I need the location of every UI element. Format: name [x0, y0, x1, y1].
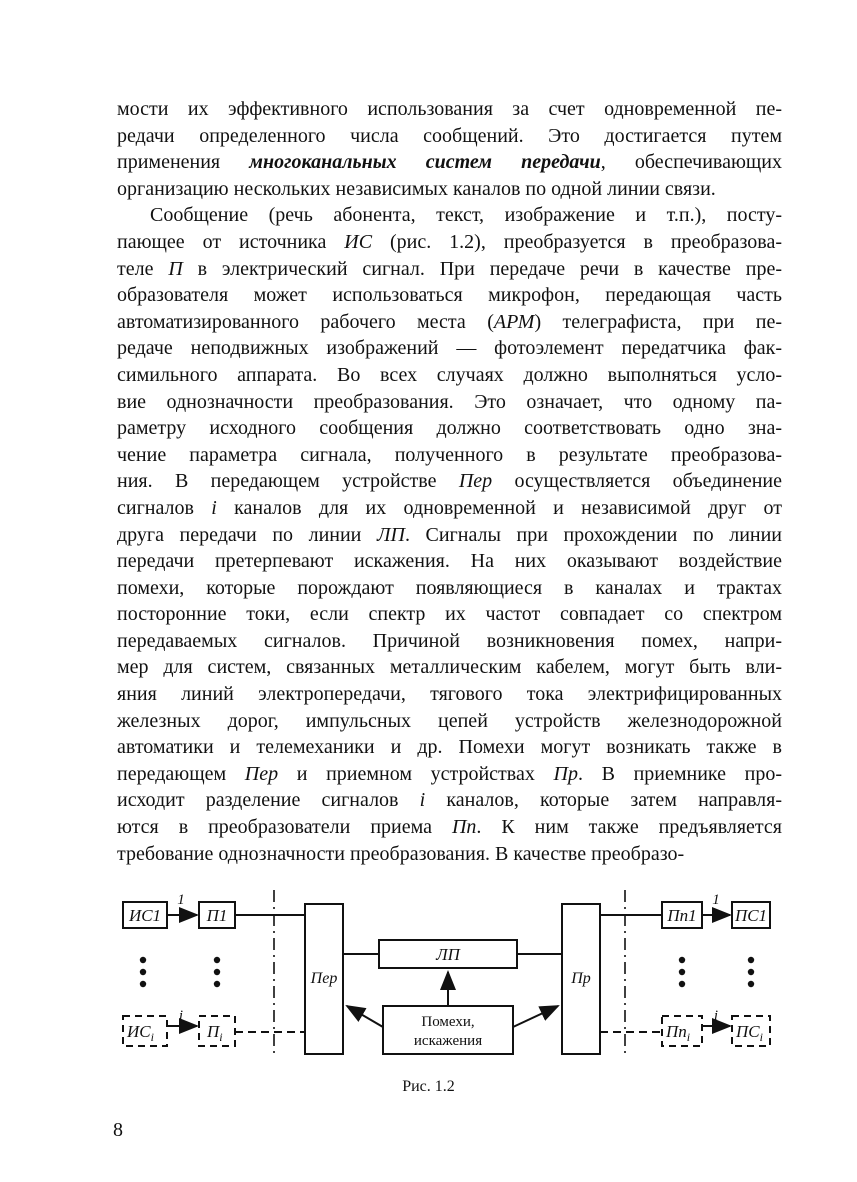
text-line	[117, 442, 782, 469]
text-segment: ЛП	[376, 523, 405, 546]
text-segment: пающее от источника	[117, 230, 345, 253]
text-line	[117, 814, 782, 841]
text-segment: железных дорог, импульсных цепей устройств железнодорожной	[117, 709, 782, 732]
label-lp: ЛП	[436, 945, 460, 964]
text-line	[117, 229, 782, 256]
label-channel-i-right: i	[713, 1008, 719, 1024]
text-segment: каналов для их одновременной и независимой друг от	[216, 496, 782, 519]
label-channel-1-right: 1	[712, 892, 720, 908]
text-segment: теле	[117, 257, 169, 280]
label-pr: Пр	[571, 970, 591, 987]
label-p1: П1	[206, 906, 228, 925]
text-segment: АРМ	[493, 310, 535, 333]
text-line	[117, 575, 782, 602]
text-segment: i	[419, 789, 426, 812]
label-pi: $П_i$	[207, 1022, 223, 1044]
text-segment: Пер	[244, 762, 279, 785]
text-line	[117, 149, 782, 176]
text-line	[117, 96, 782, 123]
text-line	[117, 309, 782, 336]
text-line	[117, 389, 782, 416]
text-line	[117, 176, 782, 203]
text-line	[117, 282, 782, 309]
figure-caption: Рис. 1.2	[402, 1078, 455, 1095]
text-segment: автоматики и телемеханики и др. Помехи могут возникать также в	[117, 736, 782, 759]
text-segment: Пер	[458, 470, 493, 493]
text-segment: и приемном устройствах	[278, 762, 554, 785]
text-line	[117, 495, 782, 522]
body-text	[117, 96, 782, 867]
text-segment: редаче неподвижных изображений — фотоэлемент передатчика фак-	[117, 337, 782, 360]
text-segment: мер для систем, связанных металлическим кабелем, могут быть вли-	[117, 656, 782, 679]
text-segment: ния. В передающем устройстве	[117, 470, 459, 493]
text-segment: образователя может использоваться микрофон, передающая часть	[117, 284, 782, 307]
text-line	[117, 787, 782, 814]
text-segment: редачи определенного числа сообщений. Это достигается путем	[117, 124, 782, 147]
text-line	[117, 362, 782, 389]
text-segment: мости их эффективного использования за счет одновременной пе-	[117, 98, 782, 120]
text-segment: требование однозначности преобразования. В качестве преобразо-	[117, 842, 685, 865]
text-segment: осуществляется объединение	[492, 470, 782, 493]
text-line	[117, 734, 782, 761]
text-segment: применения	[117, 151, 250, 174]
label-pni: $Пп_i$	[666, 1022, 691, 1044]
text-segment: организацию нескольких независимых каналов по одной линии связи.	[117, 177, 716, 200]
label-ic1: ИС1	[128, 906, 162, 925]
text-segment: сигналов	[117, 496, 212, 519]
label-ici: $ИС_i$	[127, 1022, 154, 1044]
label-per: Пер	[310, 970, 338, 987]
page-number: 8	[113, 1119, 123, 1141]
text-line	[117, 841, 782, 868]
text-line	[117, 708, 782, 735]
text-segment: Сообщение (речь абонента, текст, изображение и т.п.), посту-	[150, 204, 782, 227]
text-segment: ются в преобразователи приема	[117, 816, 452, 839]
text-segment: (рис. 1.2), преобразуется в преобразова-	[372, 230, 783, 253]
text-segment: П	[168, 257, 183, 280]
text-segment: автоматизированного рабочего места (	[117, 310, 494, 333]
text-segment: передачи претерпевают искажения. На них оказывают воздействие	[117, 550, 782, 573]
label-noise-line1: Помехи,	[421, 1014, 475, 1030]
text-segment: i	[211, 496, 217, 519]
text-line	[117, 601, 782, 628]
label-psi: $ПС_i$	[736, 1022, 763, 1044]
text-line	[117, 256, 782, 283]
text-segment: передаваемых сигналов. Причиной возникновения помех, напри-	[117, 629, 782, 652]
text-segment: Пп	[451, 816, 477, 839]
text-segment: друга передачи по линии	[117, 523, 377, 546]
text-segment: многоканальных систем передачи	[249, 151, 601, 174]
text-segment: яния линий электропередачи, тягового тока электрифицированных	[117, 683, 782, 706]
text-line	[117, 761, 782, 788]
label-channel-1-left: 1	[177, 892, 185, 908]
text-segment: в электрический сигнал. При передаче речи в качестве пре-	[182, 257, 782, 280]
block-diagram	[117, 884, 797, 1074]
text-segment: . Сигналы при прохождении по линии	[404, 523, 783, 546]
text-segment: исходит разделение сигналов	[117, 789, 420, 812]
text-segment: Пр	[553, 762, 578, 785]
text-line	[117, 468, 782, 495]
text-line	[117, 335, 782, 362]
text-segment: симильного аппарата. Во всех случаях должно выполняться усло-	[117, 363, 782, 386]
text-line	[117, 548, 782, 575]
label-ps1: ПС1	[734, 906, 768, 925]
text-line	[117, 123, 782, 150]
text-segment: каналов, которые затем направля-	[425, 789, 783, 812]
text-segment: ИС	[344, 230, 373, 253]
text-line	[117, 202, 782, 229]
figure-block-diagram	[117, 884, 797, 1079]
label-noise-line2: искажения	[413, 1033, 483, 1049]
text-line	[117, 415, 782, 442]
text-line	[117, 628, 782, 655]
text-segment: чение параметра сигнала, полученного в результате преобразова-	[117, 443, 782, 466]
text-segment: . К ним также предъявляется	[476, 816, 782, 839]
text-segment: вие однозначности преобразования. Это означает, что одному па-	[117, 390, 782, 413]
text-segment: посторонние токи, если спектр их частот совпадает со спектром	[117, 603, 782, 626]
text-segment: , обеспечивающих	[600, 151, 783, 174]
label-channel-i-left: i	[178, 1008, 184, 1024]
text-segment: передающем	[117, 762, 245, 785]
text-segment: . В приемнике про-	[577, 762, 783, 785]
text-segment: раметру исходного сообщения должно соответствовать одно зна-	[117, 417, 782, 440]
text-line	[117, 681, 782, 708]
text-line	[117, 654, 782, 681]
label-pn1: Пп1	[667, 906, 697, 925]
text-line	[117, 522, 782, 549]
text-segment: помехи, которые порождают появляющиеся в каналах и трактах	[117, 576, 782, 599]
text-segment: ) телеграфиста, при пе-	[534, 310, 782, 333]
